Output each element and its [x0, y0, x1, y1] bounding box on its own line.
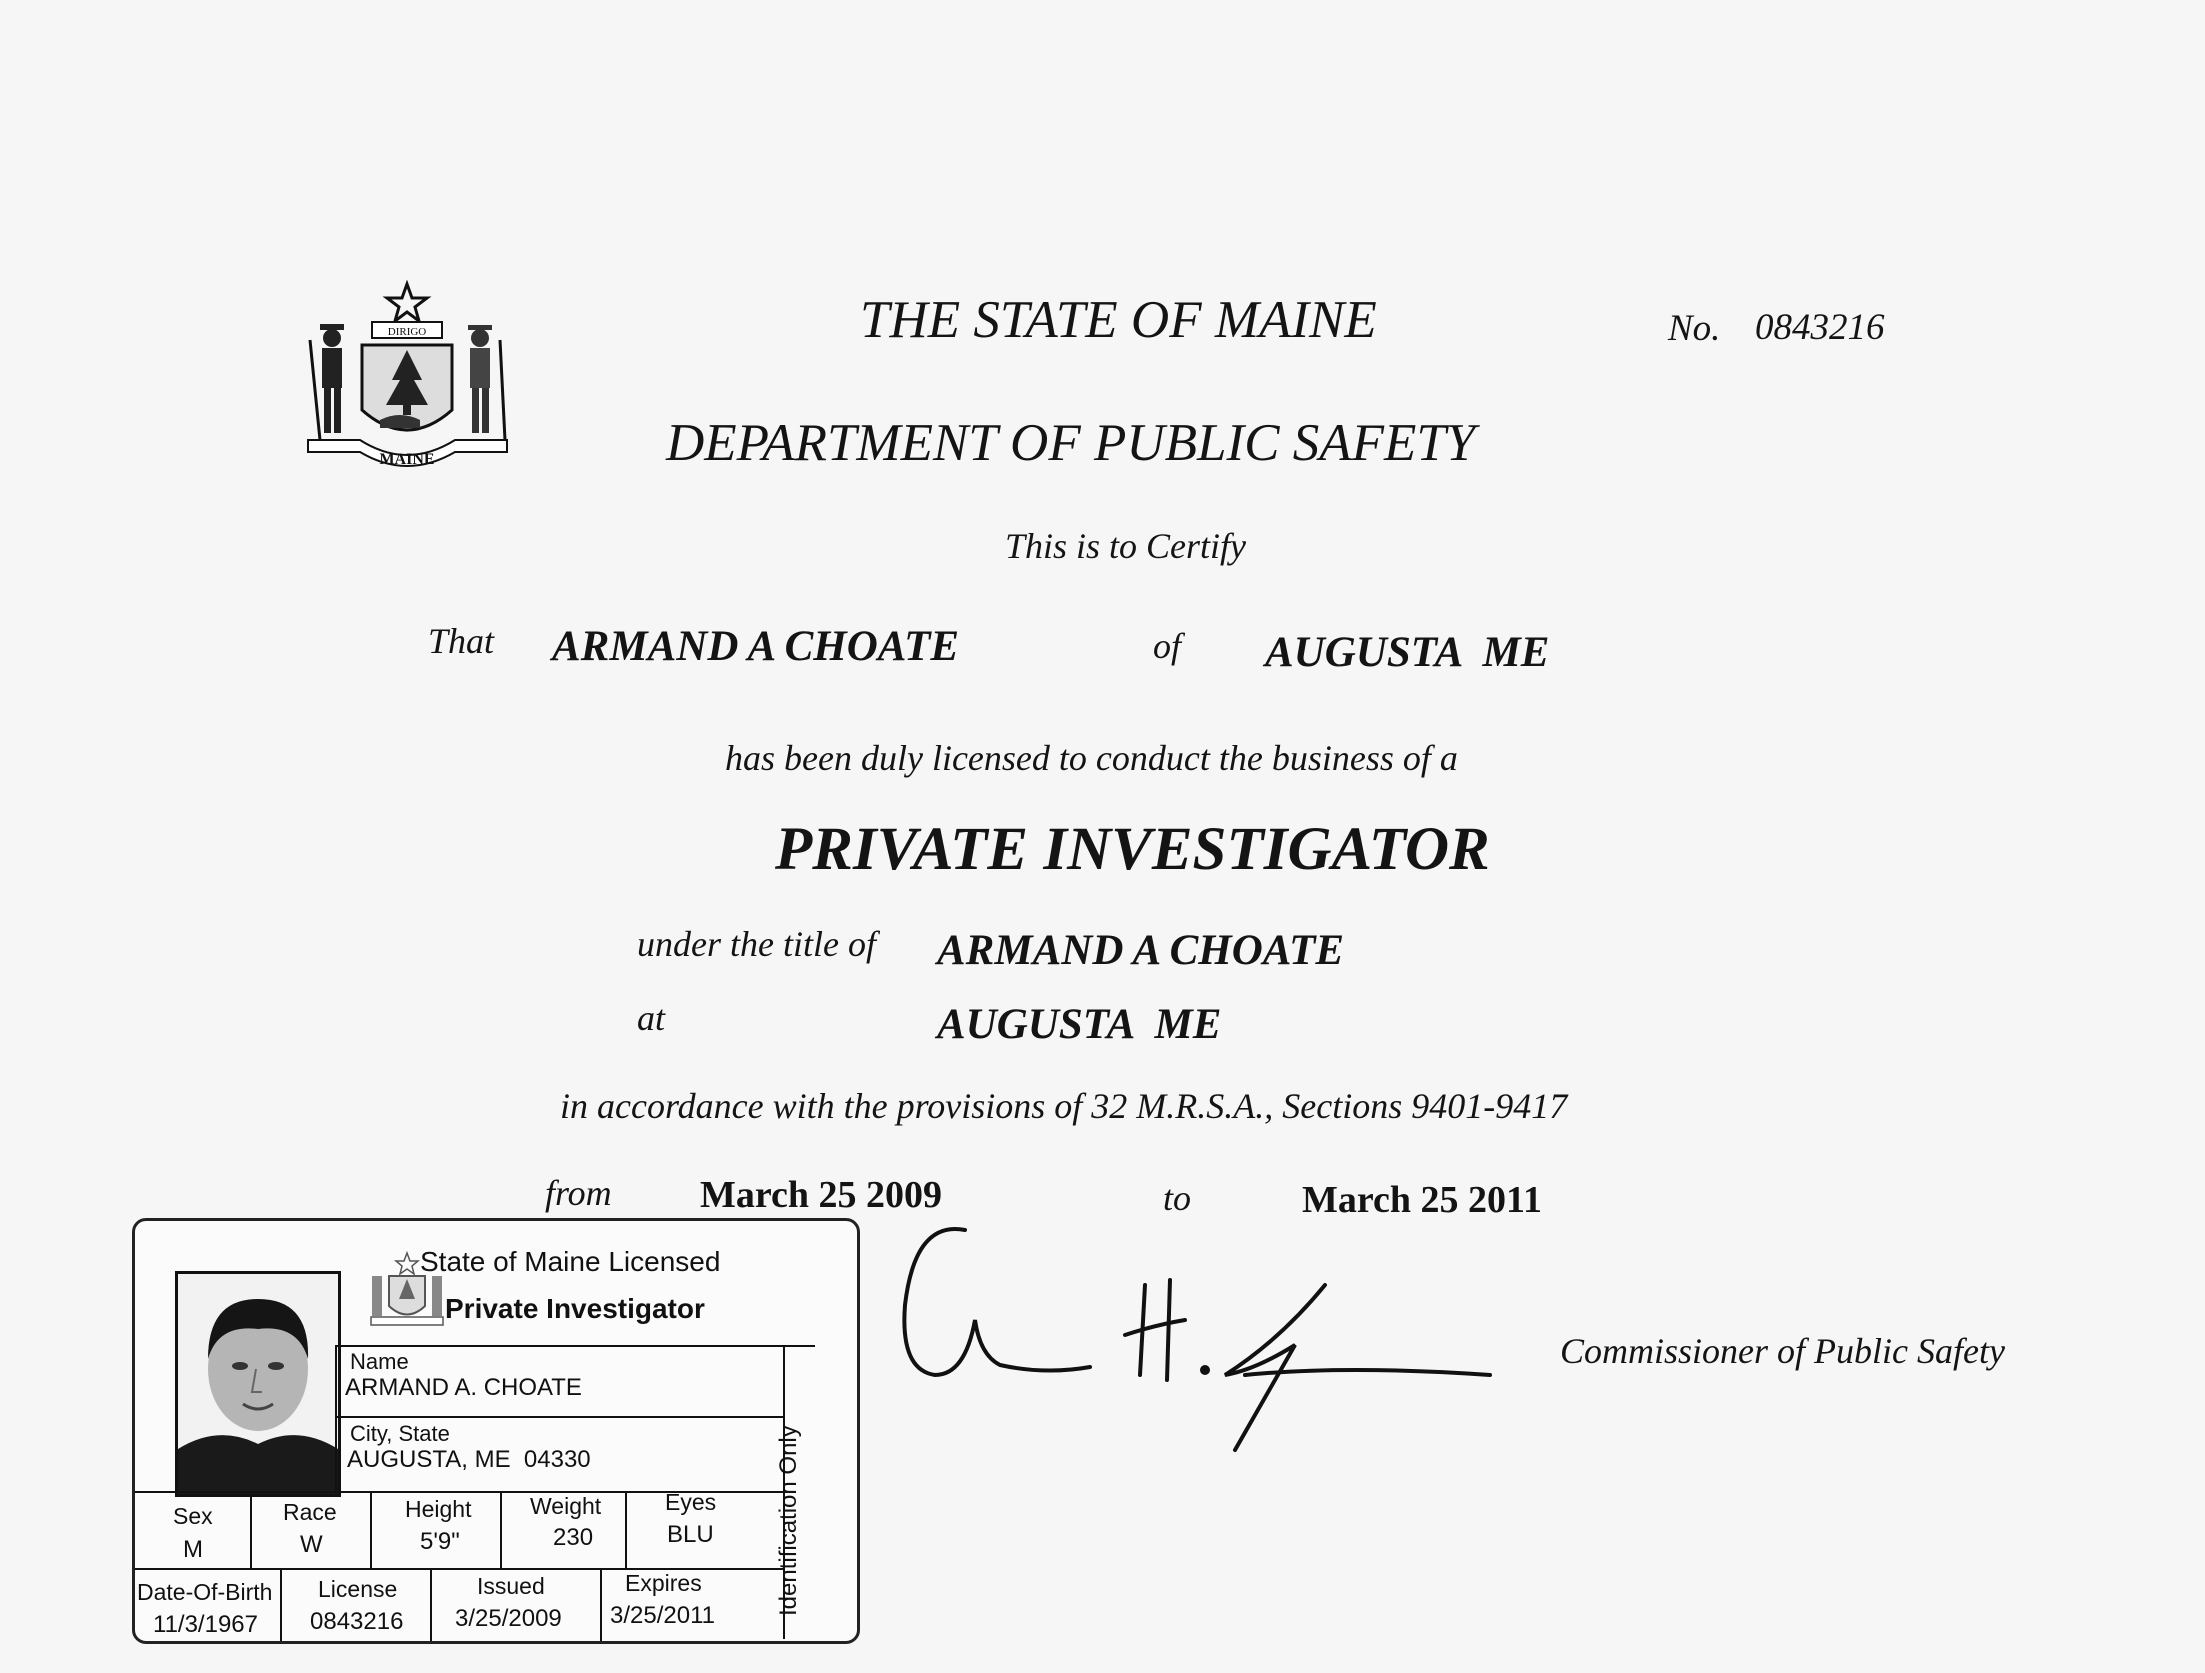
title-value: ARMAND A CHOATE: [937, 927, 1345, 974]
card-dob-value: 11/3/1967: [153, 1611, 258, 1638]
card-height-label: Height: [405, 1496, 472, 1522]
from-label: from: [545, 1173, 612, 1213]
from-date: March 25 2009: [700, 1174, 943, 1216]
at-label: at: [637, 998, 666, 1038]
id-card: [132, 1218, 860, 1644]
signer-title: Commissioner of Public Safety: [1560, 1331, 2005, 1371]
card-title-line1: State of Maine Licensed: [420, 1246, 721, 1277]
card-expires-value: 3/25/2011: [610, 1602, 715, 1629]
card-city-value: AUGUSTA, ME 04330: [347, 1446, 591, 1473]
card-title-line2: Private Investigator: [445, 1293, 705, 1324]
title-label: under the title of: [637, 924, 876, 964]
card-eyes-value: BLU: [667, 1521, 714, 1548]
card-license-value: 0843216: [310, 1608, 404, 1635]
card-name-label: Name: [350, 1349, 409, 1374]
card-issued-value: 3/25/2009: [455, 1605, 562, 1632]
card-side-text: Identification Only: [775, 1425, 802, 1616]
to-label: to: [1163, 1178, 1192, 1218]
to-date: March 25 2011: [1302, 1179, 1542, 1221]
licensee-name: ARMAND A CHOATE: [552, 623, 960, 670]
licensed-line: has been duly licensed to conduct the business of a: [725, 738, 1458, 778]
card-sex-label: Sex: [173, 1503, 213, 1529]
card-race-label: Race: [283, 1499, 337, 1525]
provisions-line: in accordance with the provisions of 32 M.R.S.A., Sections 9401-9417: [560, 1086, 1568, 1126]
that-label: That: [428, 621, 495, 661]
card-expires-label: Expires: [625, 1570, 702, 1596]
card-weight-label: Weight: [530, 1493, 602, 1519]
commissioner-signature: [895, 1225, 1505, 1465]
card-height-value: 5'9": [420, 1528, 460, 1555]
card-name-value: ARMAND A. CHOATE: [345, 1374, 582, 1401]
department-title: DEPARTMENT OF PUBLIC SAFETY: [666, 414, 1476, 472]
state-title: THE STATE OF MAINE: [860, 291, 1377, 349]
at-value: AUGUSTA ME: [937, 1001, 1222, 1048]
card-city-label: City, State: [350, 1421, 450, 1446]
business-type: PRIVATE INVESTIGATOR: [775, 816, 1490, 883]
certificate-number: 0843216: [1755, 307, 1885, 348]
card-sex-value: M: [183, 1536, 203, 1563]
card-eyes-label: Eyes: [665, 1489, 717, 1515]
licensee-location: AUGUSTA ME: [1265, 629, 1550, 676]
card-issued-label: Issued: [477, 1573, 545, 1599]
svg-text:DIRIGO: DIRIGO: [387, 326, 427, 338]
card-license-label: License: [318, 1576, 398, 1602]
card-weight-value: 230: [553, 1524, 594, 1551]
card-race-value: W: [300, 1531, 323, 1558]
certify-line: This is to Certify: [1005, 526, 1247, 566]
svg-text:MAINE: MAINE: [379, 451, 435, 468]
card-dob-label: Date-Of-Birth: [137, 1579, 273, 1605]
of-label: of: [1153, 626, 1182, 666]
certificate-number-label: No.: [1668, 308, 1721, 349]
licensee-photo: [175, 1271, 341, 1497]
state-seal-icon: [300, 280, 515, 480]
